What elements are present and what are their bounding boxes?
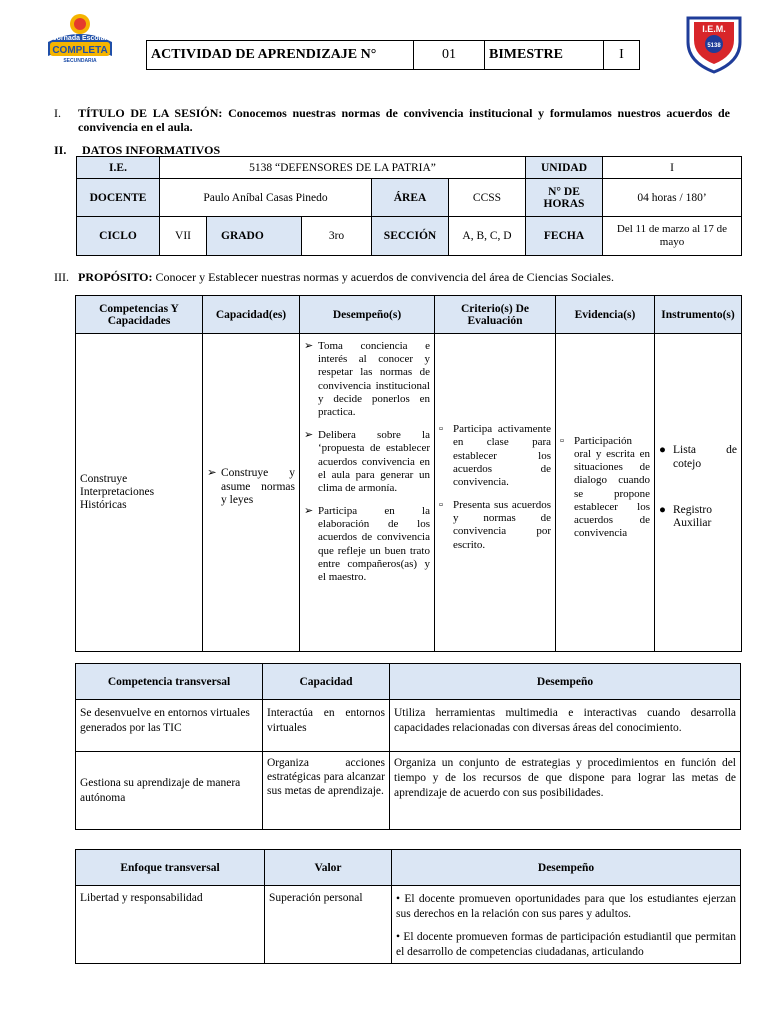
section1-label: TÍTULO DE LA SESIÓN: [78,106,223,120]
competencia-cell: Construye Interpretaciones Históricas [76,334,203,652]
box-bullet-icon: ▫ [560,434,564,447]
col-competencia-transversal: Competencia transversal [76,664,263,700]
fecha-value: Del 11 de marzo al 17 de mayo [603,217,742,256]
list-item: ➢ Participa en la elaboración de los acuerdos de convivencia que refleje un buen trato entre compañeros(as) y el maestro. [304,505,430,583]
horas-label: N° DE HORAS [526,179,603,217]
competencia-transversal-table [75,663,741,830]
col-desempeno: Desempeño [390,664,741,700]
arrow-bullet-icon: ➢ [207,466,217,479]
section2-number: II. [54,143,67,157]
area-label: ÁREA [372,179,449,217]
seccion-label: SECCIÓN [372,217,449,256]
ie-value: 5138 “DEFENSORES DE LA PATRIA” [160,157,526,179]
activity-title: ACTIVIDAD DE APRENDIZAJE N° [147,41,414,70]
list-item: • El docente promueven formas de participación estudiantil que permitan el desarrollo de competencias ciudadanas, articulando [396,931,736,958]
evidencias-cell [556,334,655,652]
col-enfoque-desempeno: Desempeño [392,850,741,886]
col-criterios: Criterio(s) De Evaluación [435,296,556,334]
col-desempenos: Desempeño(s) [300,296,435,334]
logo-right-line2: 5138 [707,43,721,49]
dot-bullet-icon: ● [659,503,666,516]
section3-number: III. [54,270,69,284]
section2-label: DATOS INFORMATIVOS [82,143,221,157]
enfoque-desempenos [392,886,741,964]
logo-right-line1: I.E.M. [702,24,726,34]
docente-label: DOCENTE [77,179,160,217]
list-item: ● Registro Auxiliar [659,503,712,530]
proposito-table [75,295,742,652]
header-table [146,40,640,70]
desempenos-cell [300,334,435,652]
arrow-bullet-icon: ➢ [304,429,314,442]
fecha-label: FECHA [526,217,603,256]
grado-value: 3ro [302,217,371,255]
section1-text: Conocemos nuestras normas de convivencia institucional y formulamos nuestros acuerdos de convivencia en el aula. [78,106,731,134]
bimestre-value: I [604,41,640,70]
arrow-bullet-icon: ➢ [304,340,314,352]
section3-title [78,270,614,285]
arrow-bullet-icon: ➢ [304,505,314,518]
col-instrumentos: Instrumento(s) [655,296,742,334]
instrumentos-cell [655,334,742,652]
grado-label: GRADO [207,217,302,255]
col-capacidades: Capacidad(es) [203,296,300,334]
horas-value: 04 horas / 180’ [603,179,742,217]
list-item: ▫ Participa activamente en clase para establecer los acuerdos de convivencia. [439,423,551,488]
bimestre-label: BIMESTRE [485,41,604,70]
grado-cell [207,217,372,256]
criterios-cell [435,334,556,652]
list-item: ▫ Presenta sus acuerdos y normas de convivencia por escrito. [439,499,551,551]
section3-label: PROPÓSITO: [78,270,153,284]
col-evidencias: Evidencia(s) [556,296,655,334]
box-bullet-icon: ▫ [439,423,443,436]
ciclo-value: VII [160,217,207,256]
list-item: ➢ Delibera sobre la ‘propuesta de establecer acuerdos convivencia en el aula para generar un clima de armonía. [304,429,430,494]
valor-value: Superación personal [265,886,392,964]
col-enfoque: Enfoque transversal [76,850,265,886]
list-item: ➢ Construye y asume normas y leyes [207,466,295,507]
logo-left-line3: SECUNDARIA [63,58,97,64]
table-row: Se desenvuelve en entornos virtuales generados por las TIC Interactúa en entornos virtuales Utiliza herramientas multimedia e interactivas cuando desarrolla capacidades relacionadas con diversas áreas del conocimiento. [76,700,741,752]
section3-text: Conocer y Establecer nuestras normas y acuerdos de convivencia del área de Ciencias Sociales. [155,270,614,284]
logo-left-line1: Jornada Escolar [52,35,108,42]
enfoque-transversal-table [75,849,741,964]
area-value: CCSS [449,179,526,217]
logo-left-line2: COMPLETA [52,45,108,56]
box-bullet-icon: ▫ [439,499,443,512]
unidad-label: UNIDAD [526,157,603,179]
seccion-value: A, B, C, D [449,217,526,256]
datos-table [76,156,742,256]
list-item: ● Lista de cotejo [659,443,737,470]
list-item: ▫ Participación oral y escrita en situaciones de dialogo cuando se propone establecer los acuerdos de convivencia [560,434,650,540]
capacidades-cell [203,334,300,652]
ie-label: I.E. [77,157,160,179]
docente-value: Paulo Aníbal Casas Pinedo [160,179,372,217]
list-item: • El docente promueven oportunidades para que los estudiantes ejerzan sus derechos en la relación con sus pares y adultos. [396,893,736,920]
section1-number: I. [54,106,61,120]
jornada-escolar-completa-logo [40,12,120,64]
list-item: ➢ Toma conciencia e interés al conocer y respetar las normas de convivencia institucional y decide ponerlos en practica. [304,340,430,418]
school-shield-logo [682,12,746,74]
unidad-value: I [603,157,742,179]
enfoque-value: Libertad y responsabilidad [76,886,265,964]
table-row [76,886,741,964]
dot-bullet-icon: ● [659,443,666,456]
ciclo-label: CICLO [77,217,160,256]
activity-number: 01 [414,41,485,70]
col-capacidad: Capacidad [263,664,390,700]
table-row: Gestiona su aprendizaje de manera autónoma Organiza acciones estratégicas para alcanzar sus metas de aprendizaje. Organiza un conjunto de estrategias y procedimientos en función del tiempo y de los recursos de que dispone para lograr las metas de aprendizaje de acuerdo con sus posibilidades. [76,752,741,830]
section1-title [78,106,730,134]
col-valor: Valor [265,850,392,886]
col-competencias: Competencias Y Capacidades [76,296,203,334]
